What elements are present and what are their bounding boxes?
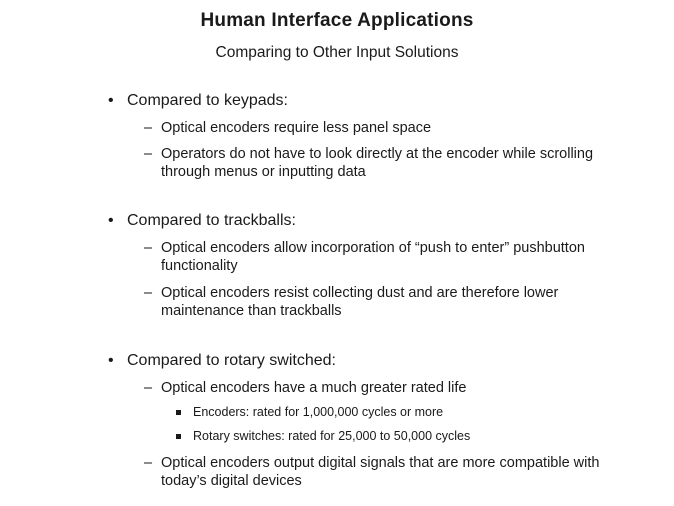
point-rotary-life (144, 379, 601, 397)
bullet-dot: • (108, 212, 114, 229)
point-trackballs-push (144, 239, 601, 275)
point-text: Optical encoders output digital signals that are more compatible with today’s digital devices (161, 455, 600, 489)
point-text: Optical encoders require less panel space (161, 120, 432, 136)
point-text: Optical encoders allow incorporation of “push to enter” pushbutton functionality (161, 240, 585, 274)
subpoint-text: Rotary switches: rated for 25,000 to 50,000 cycles (193, 429, 471, 443)
subpoint-rotary-rating (193, 429, 470, 443)
section-heading-text: Compared to rotary switched: (127, 352, 336, 369)
section-heading-text: Compared to trackballs: (127, 212, 296, 229)
section-heading-rotary (108, 352, 336, 370)
section-heading-keypads (108, 92, 288, 110)
subpoint-encoders-rating (193, 405, 443, 419)
bullet-dash: – (144, 146, 153, 162)
point-text: Optical encoders resist collecting dust and are therefore lower maintenance than trackballs (161, 285, 559, 319)
point-text: Operators do not have to look directly at the encoder while scrolling through menus or inputting data (161, 146, 594, 180)
point-keypads-look (144, 145, 601, 181)
bullet-dash: – (144, 240, 153, 256)
bullet-dot: • (108, 352, 114, 369)
bullet-dot: • (108, 92, 114, 109)
point-keypads-panel-space (144, 119, 601, 137)
point-text: Optical encoders have a much greater rated life (161, 380, 467, 396)
section-heading-trackballs (108, 212, 296, 230)
bullet-dash: – (144, 120, 153, 136)
point-trackballs-dust (144, 284, 601, 320)
point-rotary-digital (144, 454, 601, 490)
subpoint-text: Encoders: rated for 1,000,000 cycles or more (193, 405, 444, 419)
section-heading-text: Compared to keypads: (127, 92, 288, 109)
slide-title: Human Interface Applications (200, 10, 474, 31)
bullet-dash: – (144, 455, 153, 471)
bullet-dash: – (144, 380, 153, 396)
slide-subtitle: Comparing to Other Input Solutions (215, 44, 459, 61)
bullet-dash: – (144, 285, 153, 301)
bullet-square (176, 410, 181, 415)
bullet-square (176, 434, 181, 439)
